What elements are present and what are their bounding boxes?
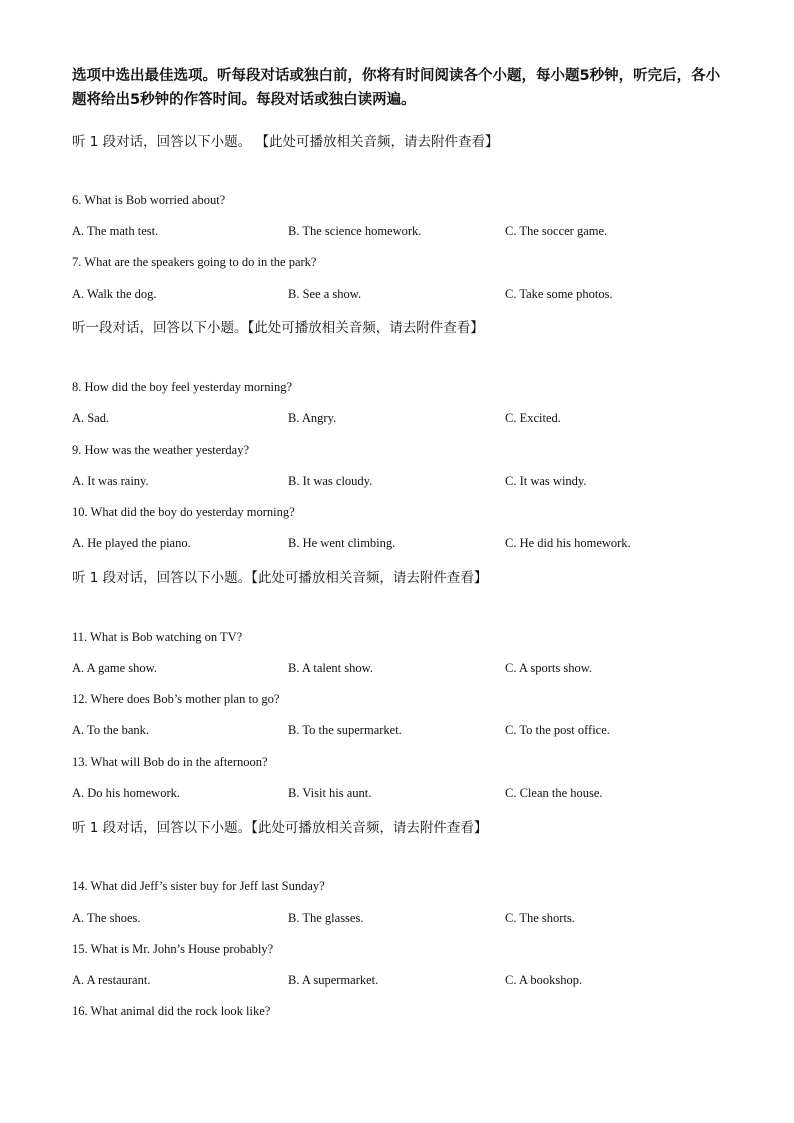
option-a: A. A game show. xyxy=(72,661,157,675)
options-row xyxy=(72,786,732,804)
option-b: B. To the supermarket. xyxy=(288,723,402,737)
question-stem: 8. How did the boy feel yesterday morning? xyxy=(72,380,293,394)
options-row xyxy=(72,287,732,305)
section-heading: 听 1 段对话，回答以下小题。【此处可播放相关音频，请去附件查看】 xyxy=(72,570,488,586)
option-b: B. A supermarket. xyxy=(288,973,379,987)
question-stem: 16. What animal did the rock look like? xyxy=(72,1004,271,1018)
option-c: C. The shorts. xyxy=(505,911,575,925)
option-b: B. The glasses. xyxy=(288,911,364,925)
option-c: C. It was windy. xyxy=(505,474,587,488)
option-c: C. A bookshop. xyxy=(505,973,583,987)
option-a: A. To the bank. xyxy=(72,723,150,737)
option-a: A. He played the piano. xyxy=(72,536,191,550)
option-a: A. Sad. xyxy=(72,411,110,425)
option-b: B. Angry. xyxy=(288,411,337,425)
section-heading: 听 1 段对话，回答以下小题。【此处可播放相关音频，请去附件查看】 xyxy=(72,820,488,836)
option-b: B. The science homework. xyxy=(288,224,422,238)
question-stem: 7. What are the speakers going to do in the park? xyxy=(72,255,317,269)
section-heading: 听 1 段对话，回答以下小题。 【此处可播放相关音频，请去附件查看】 xyxy=(72,134,499,150)
options-row xyxy=(72,224,732,242)
option-b: B. He went climbing. xyxy=(288,536,396,550)
option-b: B. See a show. xyxy=(288,287,362,301)
question-stem: 14. What did Jeff’s sister buy for Jeff last Sunday? xyxy=(72,879,325,893)
option-a: A. A restaurant. xyxy=(72,973,151,987)
options-row xyxy=(72,411,732,429)
options-row xyxy=(72,973,732,991)
option-c: C. Take some photos. xyxy=(505,287,613,301)
option-a: A. The shoes. xyxy=(72,911,141,925)
options-row xyxy=(72,723,732,741)
option-c: C. A sports show. xyxy=(505,661,593,675)
instructions: 选项中选出最佳选项。听每段对话或独白前，你将有时间阅读各个小题，每小题5秒钟，听完后，各小题将给出5秒钟的作答时间。每段对话或独白读两遍。 xyxy=(72,68,721,108)
option-c: C. The soccer game. xyxy=(505,224,608,238)
option-a: A. Do his homework. xyxy=(72,786,180,800)
question-stem: 10. What did the boy do yesterday morning? xyxy=(72,505,295,519)
question-stem: 9. How was the weather yesterday? xyxy=(72,443,250,457)
options-row xyxy=(72,911,732,929)
option-a: A. Walk the dog. xyxy=(72,287,157,301)
option-b: B. Visit his aunt. xyxy=(288,786,372,800)
option-c: C. To the post office. xyxy=(505,723,610,737)
question-stem: 12. Where does Bob’s mother plan to go? xyxy=(72,692,280,706)
option-b: B. It was cloudy. xyxy=(288,474,373,488)
options-row xyxy=(72,661,732,679)
option-a: A. It was rainy. xyxy=(72,474,149,488)
option-a: A. The math test. xyxy=(72,224,159,238)
question-stem: 13. What will Bob do in the afternoon? xyxy=(72,755,268,769)
question-stem: 15. What is Mr. John’s House probably? xyxy=(72,942,274,956)
section-heading: 听一段对话，回答以下小题。【此处可播放相关音频，请去附件查看】 xyxy=(72,320,484,336)
option-c: C. Excited. xyxy=(505,411,561,425)
option-c: C. Clean the house. xyxy=(505,786,603,800)
question-stem: 6. What is Bob worried about? xyxy=(72,193,226,207)
options-row xyxy=(72,474,732,492)
question-stem: 11. What is Bob watching on TV? xyxy=(72,630,243,644)
options-row xyxy=(72,536,732,554)
option-b: B. A talent show. xyxy=(288,661,373,675)
option-c: C. He did his homework. xyxy=(505,536,631,550)
